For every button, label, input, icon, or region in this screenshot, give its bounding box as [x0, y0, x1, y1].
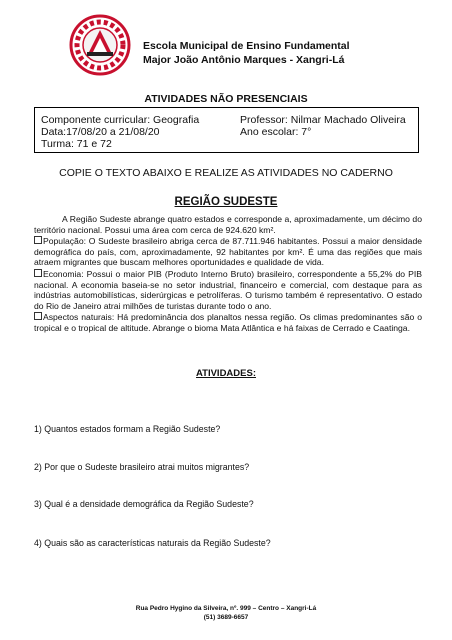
intro-paragraph: A Região Sudeste abrange quatro estados e corresponde a, aproximadamente, um décimo do território nacional. Possui uma área com cerca de 924.620 km².	[34, 214, 422, 235]
info-box	[34, 107, 419, 153]
school-name-line2: Major João Antônio Marques - Xangri-Lá	[143, 54, 345, 66]
region-text	[34, 214, 422, 335]
info-ano: Ano escolar: 7°	[240, 126, 312, 138]
activities-title: ATIVIDADES:	[196, 368, 256, 379]
checkbox-bullet-icon	[34, 236, 42, 244]
school-name	[143, 39, 350, 67]
question-4: 4) Quais são as características naturais da Região Sudeste?	[34, 538, 271, 548]
populacao-paragraph	[34, 236, 422, 268]
instruction-text: COPIE O TEXTO ABAIXO E REALIZE AS ATIVIDADES NO CADERNO	[59, 167, 393, 179]
region-title: REGIÃO SUDESTE	[174, 196, 278, 208]
economia-paragraph	[34, 269, 422, 311]
info-data: Data:17/08/20 a 21/08/20	[41, 126, 160, 138]
school-logo	[69, 14, 131, 76]
checkbox-bullet-icon	[34, 312, 42, 320]
page-heading: ATIVIDADES NÃO PRESENCIAIS	[144, 93, 308, 105]
info-professor: Professor: Nilmar Machado Oliveira	[240, 114, 406, 126]
economia-text: Economia: Possui o maior PIB (Produto Interno Bruto) brasileiro, correspondente a 55,2% do PIB nacional. A economia baseia-se no setor industrial, financeiro e comercial, com destaque para as indústrias automobilísticas, siderúrgicas e petrolíferas. O turismo também é representativo. O estado do Rio de Janeiro atrai milhões de turistas durante todo o ano.	[34, 268, 422, 311]
info-componente: Componente curricular: Geografia	[41, 114, 200, 126]
footer	[0, 604, 452, 622]
checkbox-bullet-icon	[34, 269, 42, 277]
naturais-text: Aspectos naturais: Há predominância dos planaltos nessa região. Os climas predominantes são o tropical e o tropical de altitude. Abrange o bioma Mata Atlântica e há faixas de Cerrado e Caatinga.	[34, 312, 422, 333]
footer-address: Rua Pedro Hygino da Silveira, nº. 999 – Centro – Xangri-Lá	[135, 605, 317, 612]
school-name-line1: Escola Municipal de Ensino Fundamental	[143, 40, 350, 52]
footer-phone: (51) 3689-6657	[203, 614, 249, 621]
question-1: 1) Quantos estados formam a Região Sudeste?	[34, 424, 221, 434]
populacao-text: População: O Sudeste brasileiro abriga cerca de 87.711.946 habitantes. Possui a maior densidade demográfica do país, com, aproximadamente, 92 habitantes por km². É uma das regiões que mais atraem migrantes que buscam melhores oportunidades e qualidade de vida.	[34, 236, 422, 268]
question-2: 2) Por que o Sudeste brasileiro atrai muitos migrantes?	[34, 462, 250, 472]
info-turma: Turma: 71 e 72	[41, 138, 112, 150]
question-3: 3) Qual é a densidade demográfica da Região Sudeste?	[34, 499, 254, 509]
naturais-paragraph	[34, 312, 422, 333]
